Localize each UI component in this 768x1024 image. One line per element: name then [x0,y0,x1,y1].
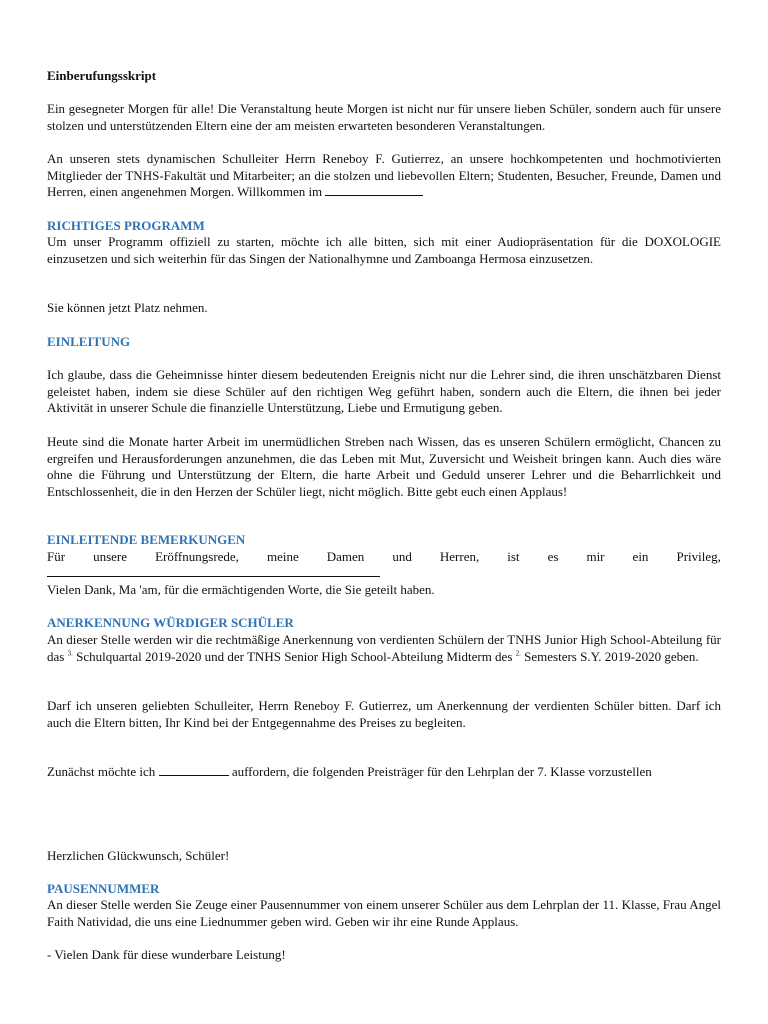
ordinal-superscript: 2. [515,649,521,658]
remarks-word: es [547,549,559,564]
greeting-text: An unseren stets dynamischen Schulleiter Herrn Reneboy F. Gutierrez, an unsere hochkompetenten und hochmotivierten Mitglieder der TNHS-Fakultät und Mitarbeiter; an die stolzen und liebevollen Eltern; Studenten, Besucher, Freunde, Damen und Herren, einen angenehmen Morgen. Willkommen im [47,151,721,199]
heading-recognition: ANERKENNUNG WÜRDIGER SCHÜLER [47,615,294,630]
remarks-word: ist [507,549,520,564]
ordinal-superscript: 3. [67,649,73,658]
recognition-text-c: Semesters S.Y. 2019-2020 geben. [520,648,699,664]
interlude-paragraph: An dieser Stelle werden Sie Zeuge einer Pausennummer von einem unserer Schüler aus dem Lehrplan der 11. Klasse, Frau Angel Faith Natividad, die uns eine Liednummer geben wird. Geben wir ihr eine Runde Applaus. [47,897,721,929]
recognition-paragraph-1 [47,632,721,665]
greeting-paragraph [47,151,721,201]
remarks-word: Herren, [439,549,480,564]
recognition-text-a: An dieser Stelle werden wir die rechtmäßige Anerkennung von verdienten Schülern der TNHS Junior High School-Abteilung für das [47,632,721,664]
recognition-paragraph-2: Darf ich unseren geliebten Schulleiter, Herrn Reneboy F. Gutierrez, um Anerkennung der verdienten Schüler bitten. Darf ich auch die Eltern bitten, Ihr Kind bei der Entgegennahme des Preises zu begleiten. [47,698,721,730]
recognition-paragraph-3 [47,764,721,781]
remarks-word: ein [632,549,649,564]
introduction-paragraph-2: Heute sind die Monate harter Arbeit im unermüdlichen Streben nach Wissen, das es unseren Schülern ermöglicht, Chancen zu ergreifen und Herausforderungen anzunehmen, die das Leben mit Mut, Zuversicht und Weisheit bringen kann. Auch dies wäre ohne die Führung und Unterstützung der Eltern, die harte Arbeit und Geduld unserer Lehrer und die Beharrlichkeit und Entschlossenheit, die in den Herzen der Schüler liegt, nicht möglich. Bitte gebt euch einen Applaus! [47,434,721,499]
remarks-word: unsere [93,549,128,564]
document-title: Einberufungsskript [47,68,157,83]
heading-introduction: EINLEITUNG [47,334,131,349]
recognition-text-b: Schulquartal 2019-2020 und der TNHS Senior High School-Abteilung Midterm des [72,648,516,664]
interlude-thanks: - Vielen Dank für diese wunderbare Leistung! [47,947,286,962]
remarks-blank-line [47,565,721,577]
remarks-word: meine [266,549,299,564]
fill-in-blank-long [47,565,380,577]
seat-line: Sie können jetzt Platz nehmen. [47,300,208,315]
introduction-paragraph-1: Ich glaube, dass die Geheimnisse hinter diesem bedeutenden Ereignis nicht nur die Lehrer sind, die ihren unschätzbaren Dienst geleistet haben, indem sie diese Schüler auf den richtigen Weg geführt haben, sondern auch die Eltern, die ihnen bei jeder Aktivität in unserer Schule die finanzielle Unterstützung, Liebe und Ermutigung geben. [47,367,721,415]
welcome-paragraph: Ein gesegneter Morgen für alle! Die Veranstaltung heute Morgen ist nicht nur für unsere lieben Schüler, sondern auch für unsere stolzen und unterstützenden Eltern eine der am meisten erwarteten besonderen Veranstaltungen. [47,101,721,133]
fill-in-blank [325,184,423,196]
congrats-line: Herzlichen Glückwunsch, Schüler! [47,848,230,863]
program-paragraph: Um unser Programm offiziell zu starten, möchte ich alle bitten, sich mit einer Audiopräsentation für die DOXOLOGIE einzusetzen und sich weiterhin für das Singen der Nationalhymne und Zamboanga Hermosa einzusetzen. [47,234,721,266]
invite-text-a: Zunächst möchte ich [47,764,156,779]
remarks-word: Privileg, [676,549,721,564]
heading-remarks: EINLEITENDE BEMERKUNGEN [47,532,246,547]
remarks-word: Eröffnungsrede, [155,549,239,564]
remarks-word: mir [586,549,605,564]
fill-in-blank [159,764,229,776]
remarks-word: und [392,549,412,564]
remarks-word: Damen [326,549,365,564]
remarks-word: Für [47,549,66,564]
remarks-line [47,549,721,566]
heading-interlude: PAUSENNUMMER [47,881,160,896]
remarks-thanks: Vielen Dank, Ma 'am, für die ermächtigenden Worte, die Sie geteilt haben. [47,582,435,597]
invite-text-b: auffordern, die folgenden Preisträger für den Lehrplan der 7. Klasse vorzustellen [231,764,652,779]
heading-program: RICHTIGES PROGRAMM [47,218,205,233]
